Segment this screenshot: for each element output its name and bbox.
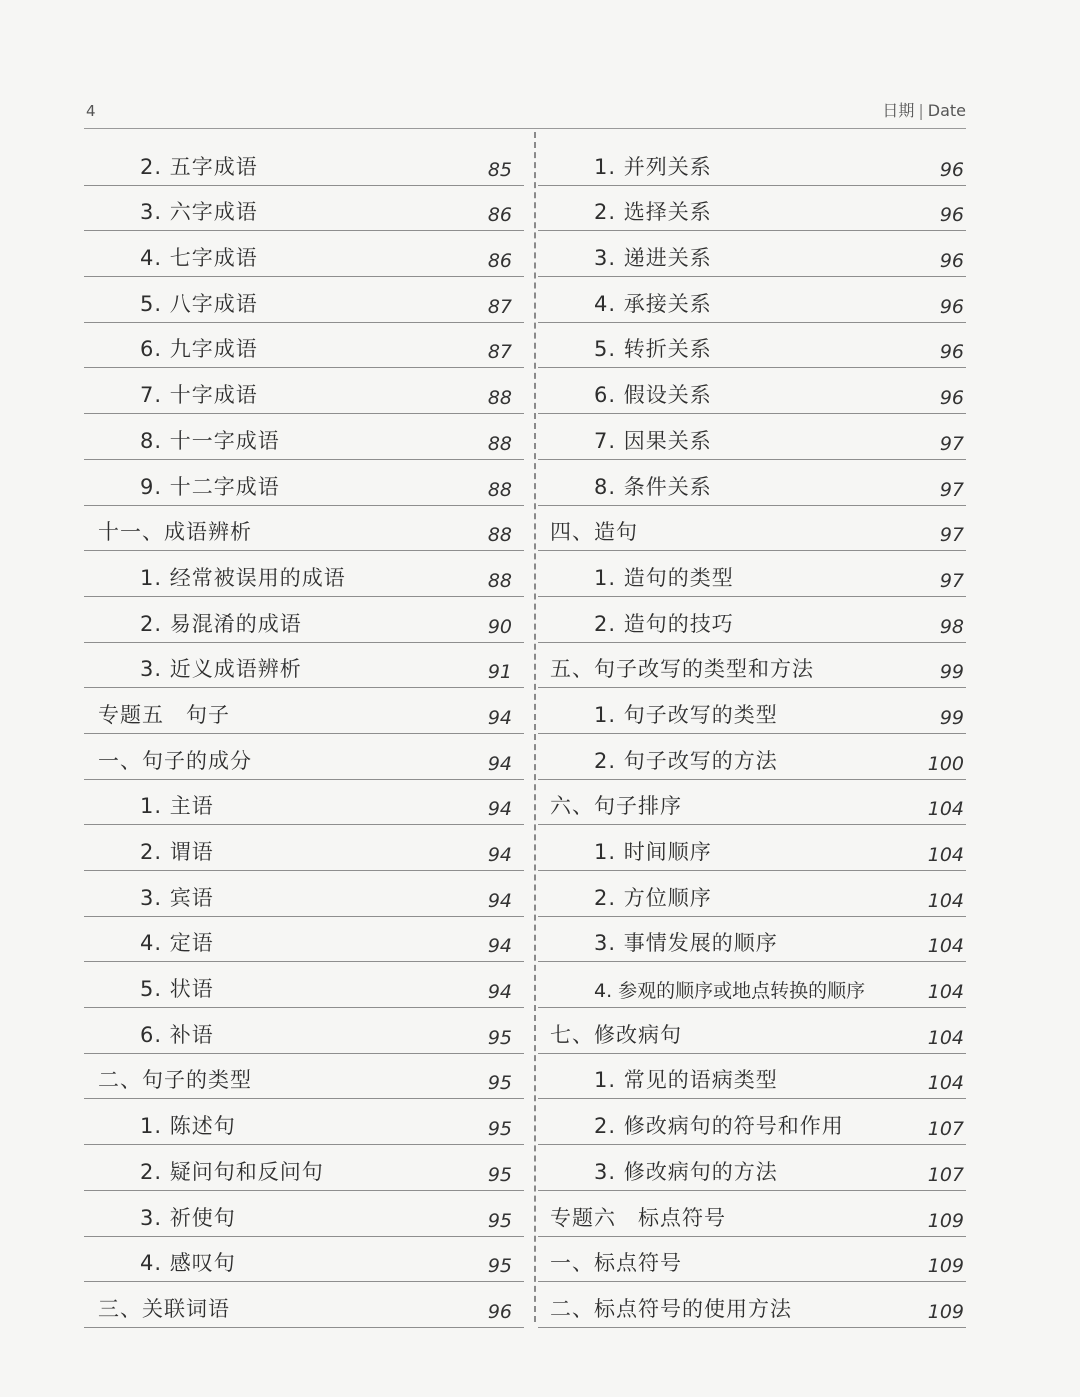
toc-entry-title: 4. 承接关系: [594, 291, 712, 316]
toc-entry-page: 104: [927, 935, 964, 958]
toc-entry: [84, 1008, 524, 1054]
toc-entry-page: 100: [927, 752, 964, 775]
toc-entry: [538, 688, 966, 734]
toc-entry: [84, 140, 524, 186]
toc-entry-page: 104: [927, 844, 964, 866]
toc-entry-page: 104: [927, 798, 964, 821]
toc-entry-title: 七、修改病句: [550, 1022, 682, 1047]
toc-entry-page: 95: [487, 1026, 512, 1049]
toc-entry-page: 95: [487, 1209, 512, 1232]
toc-entry-title: 2. 选择关系: [594, 200, 712, 225]
toc-entry: [538, 414, 966, 460]
toc-entry: [538, 597, 966, 643]
toc-entry-page: 88: [487, 569, 512, 592]
toc-entry-page: 95: [487, 1118, 512, 1141]
toc-entry: [84, 871, 524, 917]
toc-entry-page: 109: [927, 1255, 964, 1278]
toc-entry: [538, 460, 966, 506]
toc-entry-page: 85: [487, 158, 512, 181]
toc-entry-page: 90: [487, 615, 512, 638]
toc-entry: [84, 1237, 524, 1283]
toc-entry-page: 87: [487, 341, 512, 364]
toc-entry-page: 104: [927, 1072, 964, 1095]
toc-entry: [84, 368, 524, 414]
date-label: [882, 98, 966, 121]
toc-entry-page: 95: [487, 1255, 512, 1278]
toc-entry-page: 94: [487, 844, 512, 866]
toc-entry-page: 94: [487, 752, 512, 775]
toc-entry: [538, 368, 966, 414]
toc-entry: [84, 323, 524, 369]
toc-entry: [84, 734, 524, 780]
toc-entry: [538, 917, 966, 963]
toc-entry-page: 95: [487, 1163, 512, 1186]
toc-entry-title: 五、句子改写的类型和方法: [550, 657, 814, 682]
toc-entry-title: 3. 修改病句的方法: [594, 1159, 778, 1184]
toc-entry: [84, 551, 524, 597]
toc-entry: [538, 186, 966, 232]
toc-entry-page: 94: [487, 981, 512, 1004]
toc-entry-title: 4. 定语: [140, 931, 214, 956]
toc-entry-title: 6. 九字成语: [140, 337, 258, 362]
toc-entry-page: 104: [927, 889, 964, 912]
toc-entry: [84, 231, 524, 277]
toc-entry-title: 1. 主语: [140, 794, 214, 819]
toc-entry-title: 2. 疑问句和反问句: [140, 1159, 324, 1184]
toc-entry: [538, 1008, 966, 1054]
toc-entry-page: 96: [939, 295, 964, 318]
toc-entry-page: 87: [487, 295, 512, 318]
toc-entry-title: 二、标点符号的使用方法: [550, 1296, 792, 1321]
toc-entry: [84, 688, 524, 734]
toc-entry: [538, 962, 966, 1008]
toc-entry-page: 99: [939, 661, 964, 684]
toc-entry: [84, 460, 524, 506]
toc-entry-page: 94: [487, 889, 512, 912]
toc-entry-page: 104: [927, 1026, 964, 1049]
toc-entry: [538, 140, 966, 186]
toc-entry-page: 88: [487, 432, 512, 455]
date-label-en: Date: [927, 101, 966, 120]
toc-entry-title: 2. 造句的技巧: [594, 611, 734, 636]
toc-entry-page: 107: [927, 1118, 964, 1141]
toc-entry-title: 2. 五字成语: [140, 154, 258, 179]
toc-entry-page: 95: [487, 1072, 512, 1095]
toc-entry: [538, 825, 966, 871]
toc-entry-title: 6. 补语: [140, 1022, 214, 1047]
toc-entry-title: 4. 参观的顺序或地点转换的顺序: [594, 980, 866, 1003]
toc-entry-title: 专题六 标点符号: [550, 1205, 726, 1230]
toc-entry-title: 一、句子的成分: [98, 748, 252, 773]
toc-entry: [538, 231, 966, 277]
toc-entry-page: 96: [939, 204, 964, 227]
page-number: 4: [86, 102, 96, 120]
toc-entry: [84, 1282, 524, 1328]
toc-entry-title: 3. 宾语: [140, 885, 214, 910]
toc-entry-title: 8. 十一字成语: [140, 428, 280, 453]
toc-entry-title: 2. 谓语: [140, 840, 214, 864]
toc-entry: [538, 780, 966, 826]
toc-entry-page: 98: [939, 615, 964, 638]
toc-right-column: [538, 140, 966, 1328]
toc-entry: [538, 1145, 966, 1191]
toc-entry-title: 3. 六字成语: [140, 200, 258, 225]
toc-entry: [84, 1145, 524, 1191]
toc-entry-title: 一、标点符号: [550, 1251, 682, 1276]
toc-entry: [538, 277, 966, 323]
toc-entry: [84, 825, 524, 871]
toc-entry-title: 3. 事情发展的顺序: [594, 931, 778, 956]
toc-entry: [84, 962, 524, 1008]
toc-entry-page: 96: [487, 1300, 512, 1323]
toc-entry-title: 3. 祈使句: [140, 1205, 236, 1230]
toc-entry: [538, 506, 966, 552]
toc-entry: [84, 277, 524, 323]
toc-entry-title: 9. 十二字成语: [140, 474, 280, 499]
toc-entry: [538, 1054, 966, 1100]
toc-entry: [538, 323, 966, 369]
toc-entry-title: 1. 并列关系: [594, 154, 712, 179]
toc-entry-page: 88: [487, 387, 512, 410]
toc-entry: [538, 643, 966, 689]
toc-entry-page: 86: [487, 250, 512, 273]
header-rule: [84, 128, 966, 129]
toc-entry-title: 四、造句: [550, 520, 638, 545]
toc-entry: [84, 506, 524, 552]
toc-entry-title: 1. 陈述句: [140, 1114, 236, 1139]
toc-entry-title: 二、句子的类型: [98, 1068, 252, 1093]
toc-entry-page: 97: [939, 524, 964, 547]
toc-entry-title: 2. 方位顺序: [594, 885, 712, 910]
date-label-cn: 日期: [882, 101, 915, 120]
toc-entry-page: 99: [939, 706, 964, 729]
toc-entry-title: 专题五 句子: [98, 702, 230, 727]
toc-entry: [84, 186, 524, 232]
toc-entry: [538, 551, 966, 597]
toc-entry: [538, 1099, 966, 1145]
toc-entry-page: 91: [487, 661, 512, 684]
toc-entry: [538, 1237, 966, 1283]
toc-entry-page: 86: [487, 204, 512, 227]
toc-entry-page: 97: [939, 432, 964, 455]
toc-entry: [538, 1191, 966, 1237]
toc-entry-title: 1. 常见的语病类型: [594, 1068, 778, 1093]
toc-entry-title: 7. 因果关系: [594, 428, 712, 453]
toc-left-column: [84, 140, 524, 1328]
toc-entry-title: 十一、成语辨析: [98, 520, 252, 545]
toc-entry-title: 1. 句子改写的类型: [594, 702, 778, 727]
toc-entry-page: 107: [927, 1163, 964, 1186]
toc-entry-page: 94: [487, 935, 512, 958]
toc-entry-title: 2. 句子改写的方法: [594, 748, 778, 773]
toc-entry: [84, 597, 524, 643]
toc-entry: [84, 1099, 524, 1145]
toc-entry: [538, 871, 966, 917]
date-separator: |: [918, 101, 924, 120]
toc-entry-title: 7. 十字成语: [140, 383, 258, 408]
toc-entry-title: 6. 假设关系: [594, 383, 712, 408]
toc-entry-title: 4. 感叹句: [140, 1251, 236, 1276]
toc-entry: [538, 1282, 966, 1328]
toc-entry: [84, 780, 524, 826]
toc-entry-page: 97: [939, 569, 964, 592]
toc-entry-title: 三、关联词语: [98, 1296, 230, 1321]
toc-entry-page: 94: [487, 706, 512, 729]
toc-entry: [84, 414, 524, 460]
toc-entry: [84, 917, 524, 963]
toc-entry-page: 96: [939, 250, 964, 273]
toc-entry-title: 3. 递进关系: [594, 246, 712, 271]
toc-entry-page: 96: [939, 341, 964, 364]
toc-entry: [84, 1054, 524, 1100]
toc-entry: [538, 734, 966, 780]
column-divider: [534, 132, 536, 1322]
toc-entry-title: 8. 条件关系: [594, 474, 712, 499]
toc-entry-title: 2. 易混淆的成语: [140, 611, 302, 636]
toc-entry-title: 3. 近义成语辨析: [140, 657, 302, 682]
toc-entry-title: 4. 七字成语: [140, 246, 258, 271]
toc-entry-title: 1. 经常被误用的成语: [140, 565, 346, 590]
toc-entry-page: 104: [927, 981, 964, 1004]
toc-entry: [84, 1191, 524, 1237]
toc-entry-page: 109: [927, 1209, 964, 1232]
toc-entry-page: 96: [939, 158, 964, 181]
toc-entry-title: 5. 转折关系: [594, 337, 712, 362]
toc-entry-page: 96: [939, 387, 964, 410]
toc-entry-title: 1. 造句的类型: [594, 565, 734, 590]
toc-entry-page: 94: [487, 798, 512, 821]
toc-entry-page: 109: [927, 1300, 964, 1323]
toc-entry-page: 88: [487, 524, 512, 547]
toc-entry-page: 97: [939, 478, 964, 501]
toc-entry-title: 5. 八字成语: [140, 291, 258, 316]
toc-entry-page: 88: [487, 478, 512, 501]
toc-entry-title: 2. 修改病句的符号和作用: [594, 1114, 844, 1139]
toc-entry: [84, 643, 524, 689]
toc-entry-title: 1. 时间顺序: [594, 840, 712, 864]
toc-entry-title: 六、句子排序: [550, 794, 682, 819]
toc-entry-title: 5. 状语: [140, 977, 214, 1002]
